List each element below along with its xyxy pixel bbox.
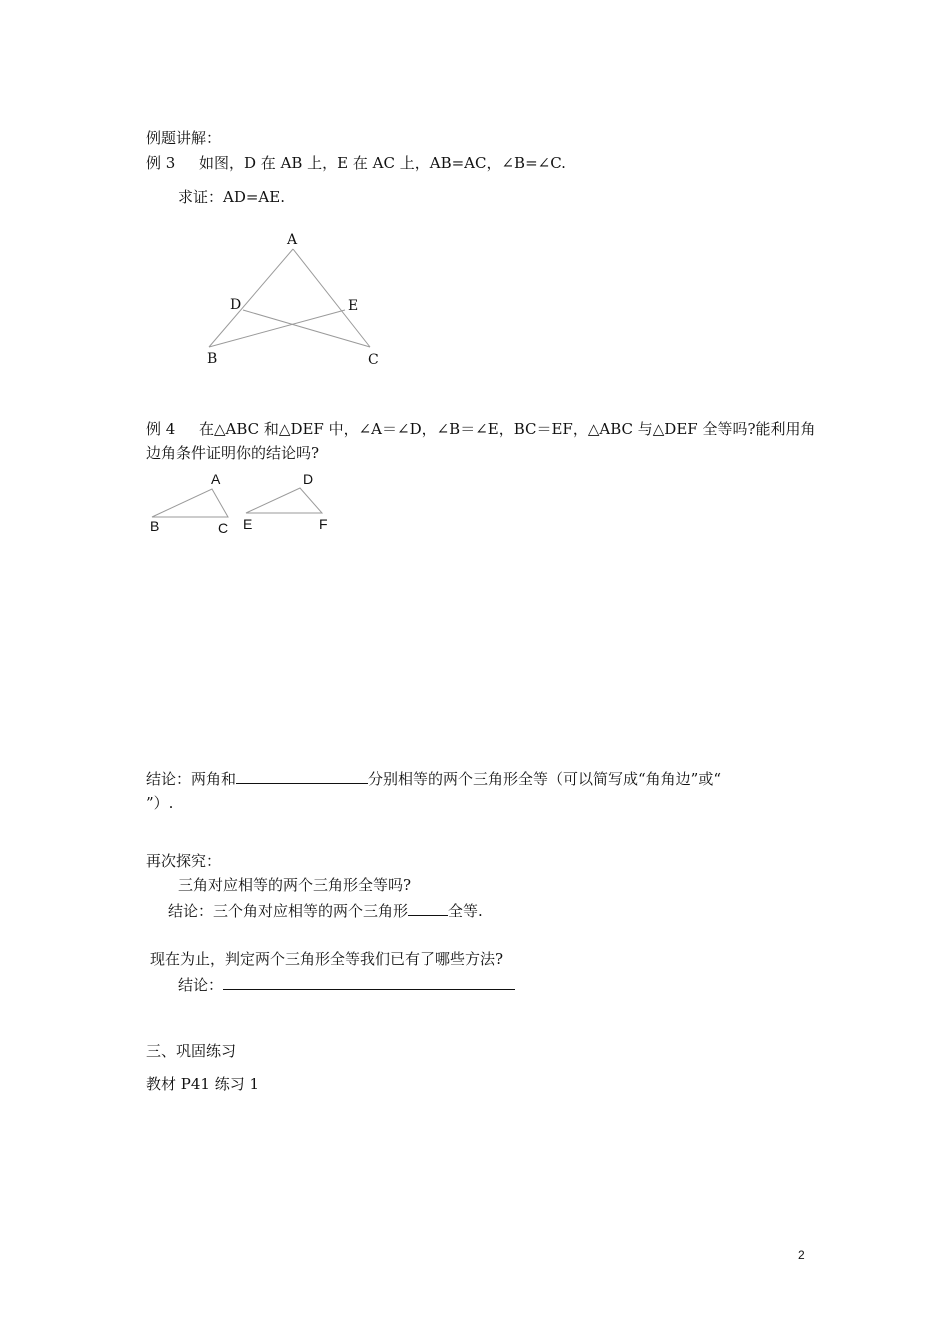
vertex-label-e2: E [243, 516, 253, 532]
example3-figure [195, 225, 395, 375]
example4-line2: 边角条件证明你的结论吗? [146, 444, 320, 462]
triangle-def [246, 488, 322, 513]
side-ac [293, 249, 370, 347]
vertex-label-c: C [368, 352, 379, 368]
vertex-label-d2: D [303, 471, 314, 487]
example3-statement: 如图，D 在 AB 上，E 在 AC 上，AB=AC，∠B=∠C. [199, 154, 566, 172]
explore-conclusion [168, 900, 483, 921]
section3-title: 三、巩固练习 [146, 1042, 237, 1060]
explore-question: 三角对应相等的两个三角形全等吗? [178, 876, 412, 894]
explore-conclusion-suffix: 全等. [448, 902, 483, 920]
vertex-label-a2: A [211, 471, 221, 487]
example3-prove: 求证：AD=AE. [178, 188, 285, 206]
methods-blank[interactable] [223, 974, 515, 990]
vertex-label-f2: F [319, 516, 328, 532]
methods-conclusion [178, 974, 515, 995]
conclusion1-line2: ”）. [146, 794, 174, 812]
conclusion1-blank[interactable] [236, 768, 368, 784]
section-heading: 例题讲解： [146, 129, 222, 147]
example4-line1: 在△ABC 和△DEF 中，∠A＝∠D，∠B＝∠E，BC＝EF，△ABC 与△DEF 全等吗?能利用角 [199, 420, 816, 438]
vertex-label-b2: B [150, 518, 160, 534]
example4-figure [140, 465, 340, 545]
explore-conclusion-prefix: 结论：三个角对应相等的两个三角形 [168, 902, 409, 920]
example3-label: 例 3 [146, 154, 176, 172]
page-number: 2 [798, 1248, 805, 1262]
segment-cd [243, 310, 370, 347]
conclusion1-prefix: 结论：两角和 [146, 770, 237, 788]
explore-title: 再次探究： [146, 852, 222, 870]
vertex-label-e: E [348, 298, 359, 314]
methods-conclusion-prefix: 结论： [178, 976, 224, 994]
methods-question: 现在为止，判定两个三角形全等我们已有了哪些方法? [150, 950, 504, 968]
vertex-label-d: D [230, 297, 242, 313]
example4-label: 例 4 [146, 420, 176, 438]
vertex-label-c2: C [218, 520, 229, 536]
conclusion1-line1 [146, 768, 721, 789]
side-ab [209, 249, 293, 347]
explore-blank[interactable] [408, 900, 448, 916]
conclusion1-middle: 分别相等的两个三角形全等（可以简写成“角角边”或“ [368, 770, 722, 788]
vertex-label-b: B [207, 351, 218, 367]
section3-exercise: 教材 P41 练习 1 [146, 1075, 260, 1093]
vertex-label-a: A [287, 232, 298, 248]
triangle-abc [152, 489, 228, 517]
segment-be [209, 310, 345, 347]
